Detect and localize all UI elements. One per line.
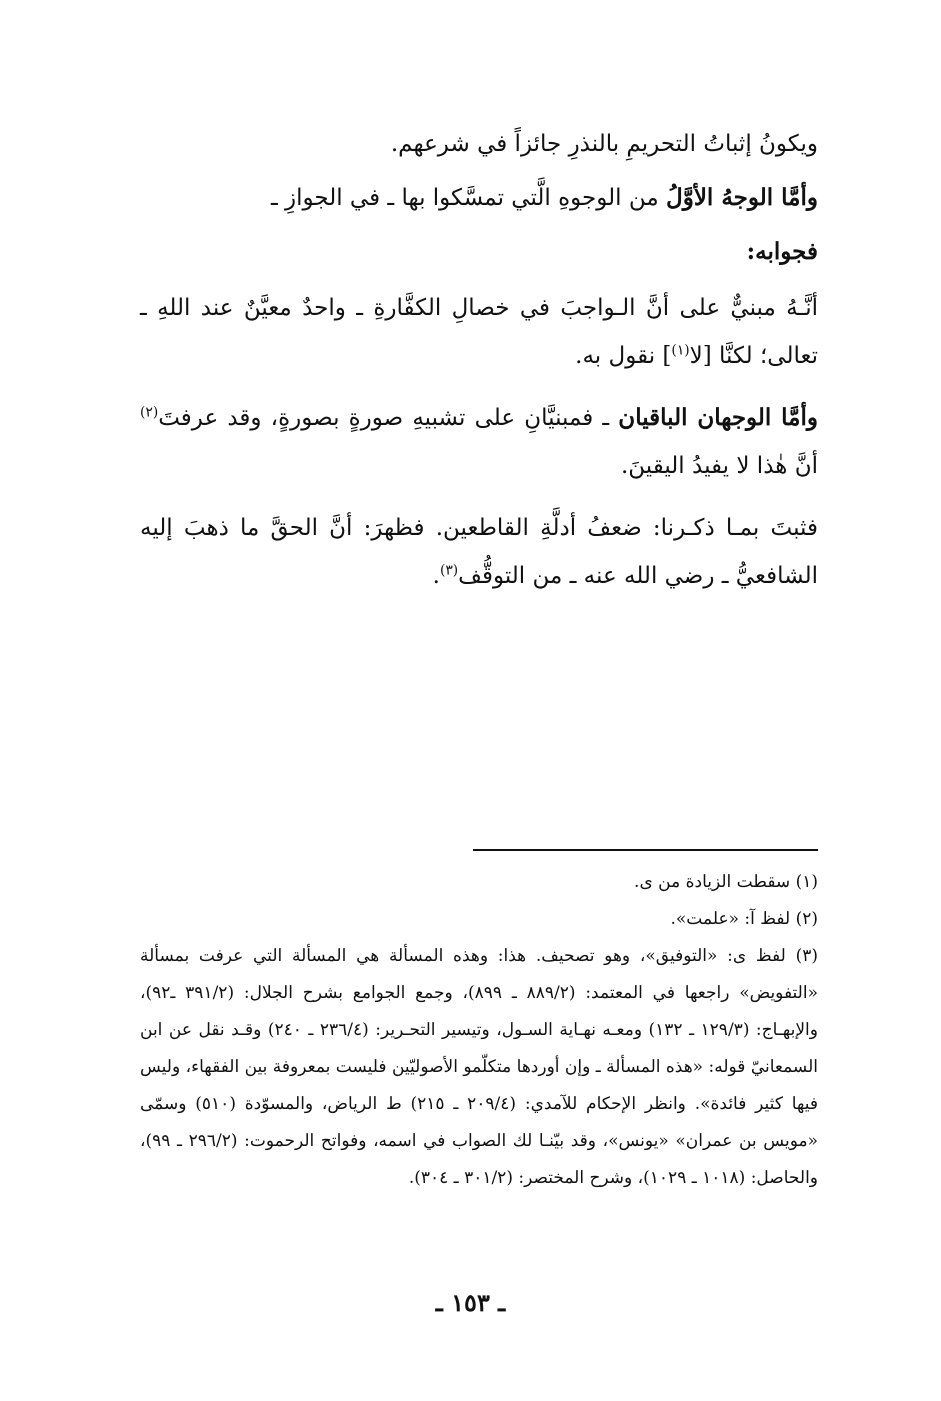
paragraph-1 xyxy=(140,120,818,168)
page-number: ـ ١٥٣ ـ xyxy=(435,1288,506,1317)
footnote-ref-3: (٣) xyxy=(439,562,459,579)
paragraph-6 xyxy=(140,504,818,600)
paragraph-2 xyxy=(140,174,818,222)
footnote-ref-1: (١) xyxy=(671,342,690,359)
paragraph-1-text: ويكونُ إثباتُ التحريمِ بالنذرِ جائزاً في شرعهم. xyxy=(390,131,818,157)
footnote-divider xyxy=(473,849,818,851)
footnote-1: (١) سقطت الزيادة من ى. xyxy=(634,872,818,892)
footnotes xyxy=(140,864,818,1197)
paragraph-2-text: من الوجوهِ الَّتي تمسَّكوا بها ـ في الجوازِ ـ xyxy=(270,185,666,211)
paragraph-5-lead: وأمَّا الوجهان الباقيان xyxy=(618,404,818,431)
paragraph-6-text-b: . xyxy=(432,563,440,589)
answer-heading-text: فجوابه: xyxy=(746,238,818,265)
main-text xyxy=(140,120,818,606)
paragraph-4-text-b: ] نقول به. xyxy=(575,343,672,369)
answer-heading xyxy=(140,228,818,276)
paragraph-4-text-a: أنَّـهُ مبنيٌّ على أنَّ الـواجبَ في خصالِ الكفَّارةِ ـ واحدٌ معيَّنٌ عند اللهِ ـ تعالى؛ لكنَّا [لا xyxy=(140,295,818,369)
paragraph-5-text-b: أنَّ هٰذا لا يفيدُ اليقينَ. xyxy=(620,453,818,479)
footnote-3: (٣) لفظ ى: «التوفيق»، وهو تصحيف. هذا: وهذه المسألة هي المسألة التي عرفت بمسألة «التفويض» راجعها في المعتمد: (٨٨٩/٢ ـ ٨٩٩)، وجمع الجوامع بشرح الجلال: (٣٩١/٢ ـ٩٢)، والإبهـاج: (١٢٩/٣ ـ ١٣٢) ومعـه نهـاية السـول، وتيسير التحـرير: (٢٣٦/٤ ـ ٢٤٠) وقـد نقل عن ابن السمعانيّ قوله: «هذه المسألة ـ وإن أوردها متكلّمو الأصوليّين فليست بمعروفة بين الفقهاء، وليس فيها كثير فائدة». وانظر الإحكام للآمدي: (٢٠٩/٤ ـ ٢١٥) ط الرياض، والمسوّدة (٥١٠) وسمّى «مويس بن عمران» «يونس»، وقد بيّنـا لك الصواب في اسمه، وفواتح الرحموت: (٢٩٦/٢ ـ ٩٩)، والحاصل: (١٠١٨ ـ ١٠٢٩)، وشرح المختصر: (٣٠١/٢ ـ ٣٠٤). xyxy=(140,946,818,1188)
paragraph-5 xyxy=(140,394,818,490)
footnote-2: (٢) لفظ آ: «علمت». xyxy=(670,909,818,929)
paragraph-5-text-a: ـ فمبنيَّانِ على تشبيهِ صورةٍ بصورةٍ، وقد عرفتَ xyxy=(158,405,619,431)
paragraph-4 xyxy=(140,284,818,380)
paragraph-6-text-a: فثبتَ بمـا ذكـرنا: ضعفُ أدلَّةِ القاطعين. فظهرَ: أنَّ الحقَّ ما ذهبَ إليه الشافعيُّ ـ رضي الله عنه ـ من التوقُّف xyxy=(140,515,818,589)
footnote-ref-2: (٢) xyxy=(140,404,159,421)
paragraph-2-lead: وأمَّا الوجهُ الأوَّلُ xyxy=(666,184,818,211)
